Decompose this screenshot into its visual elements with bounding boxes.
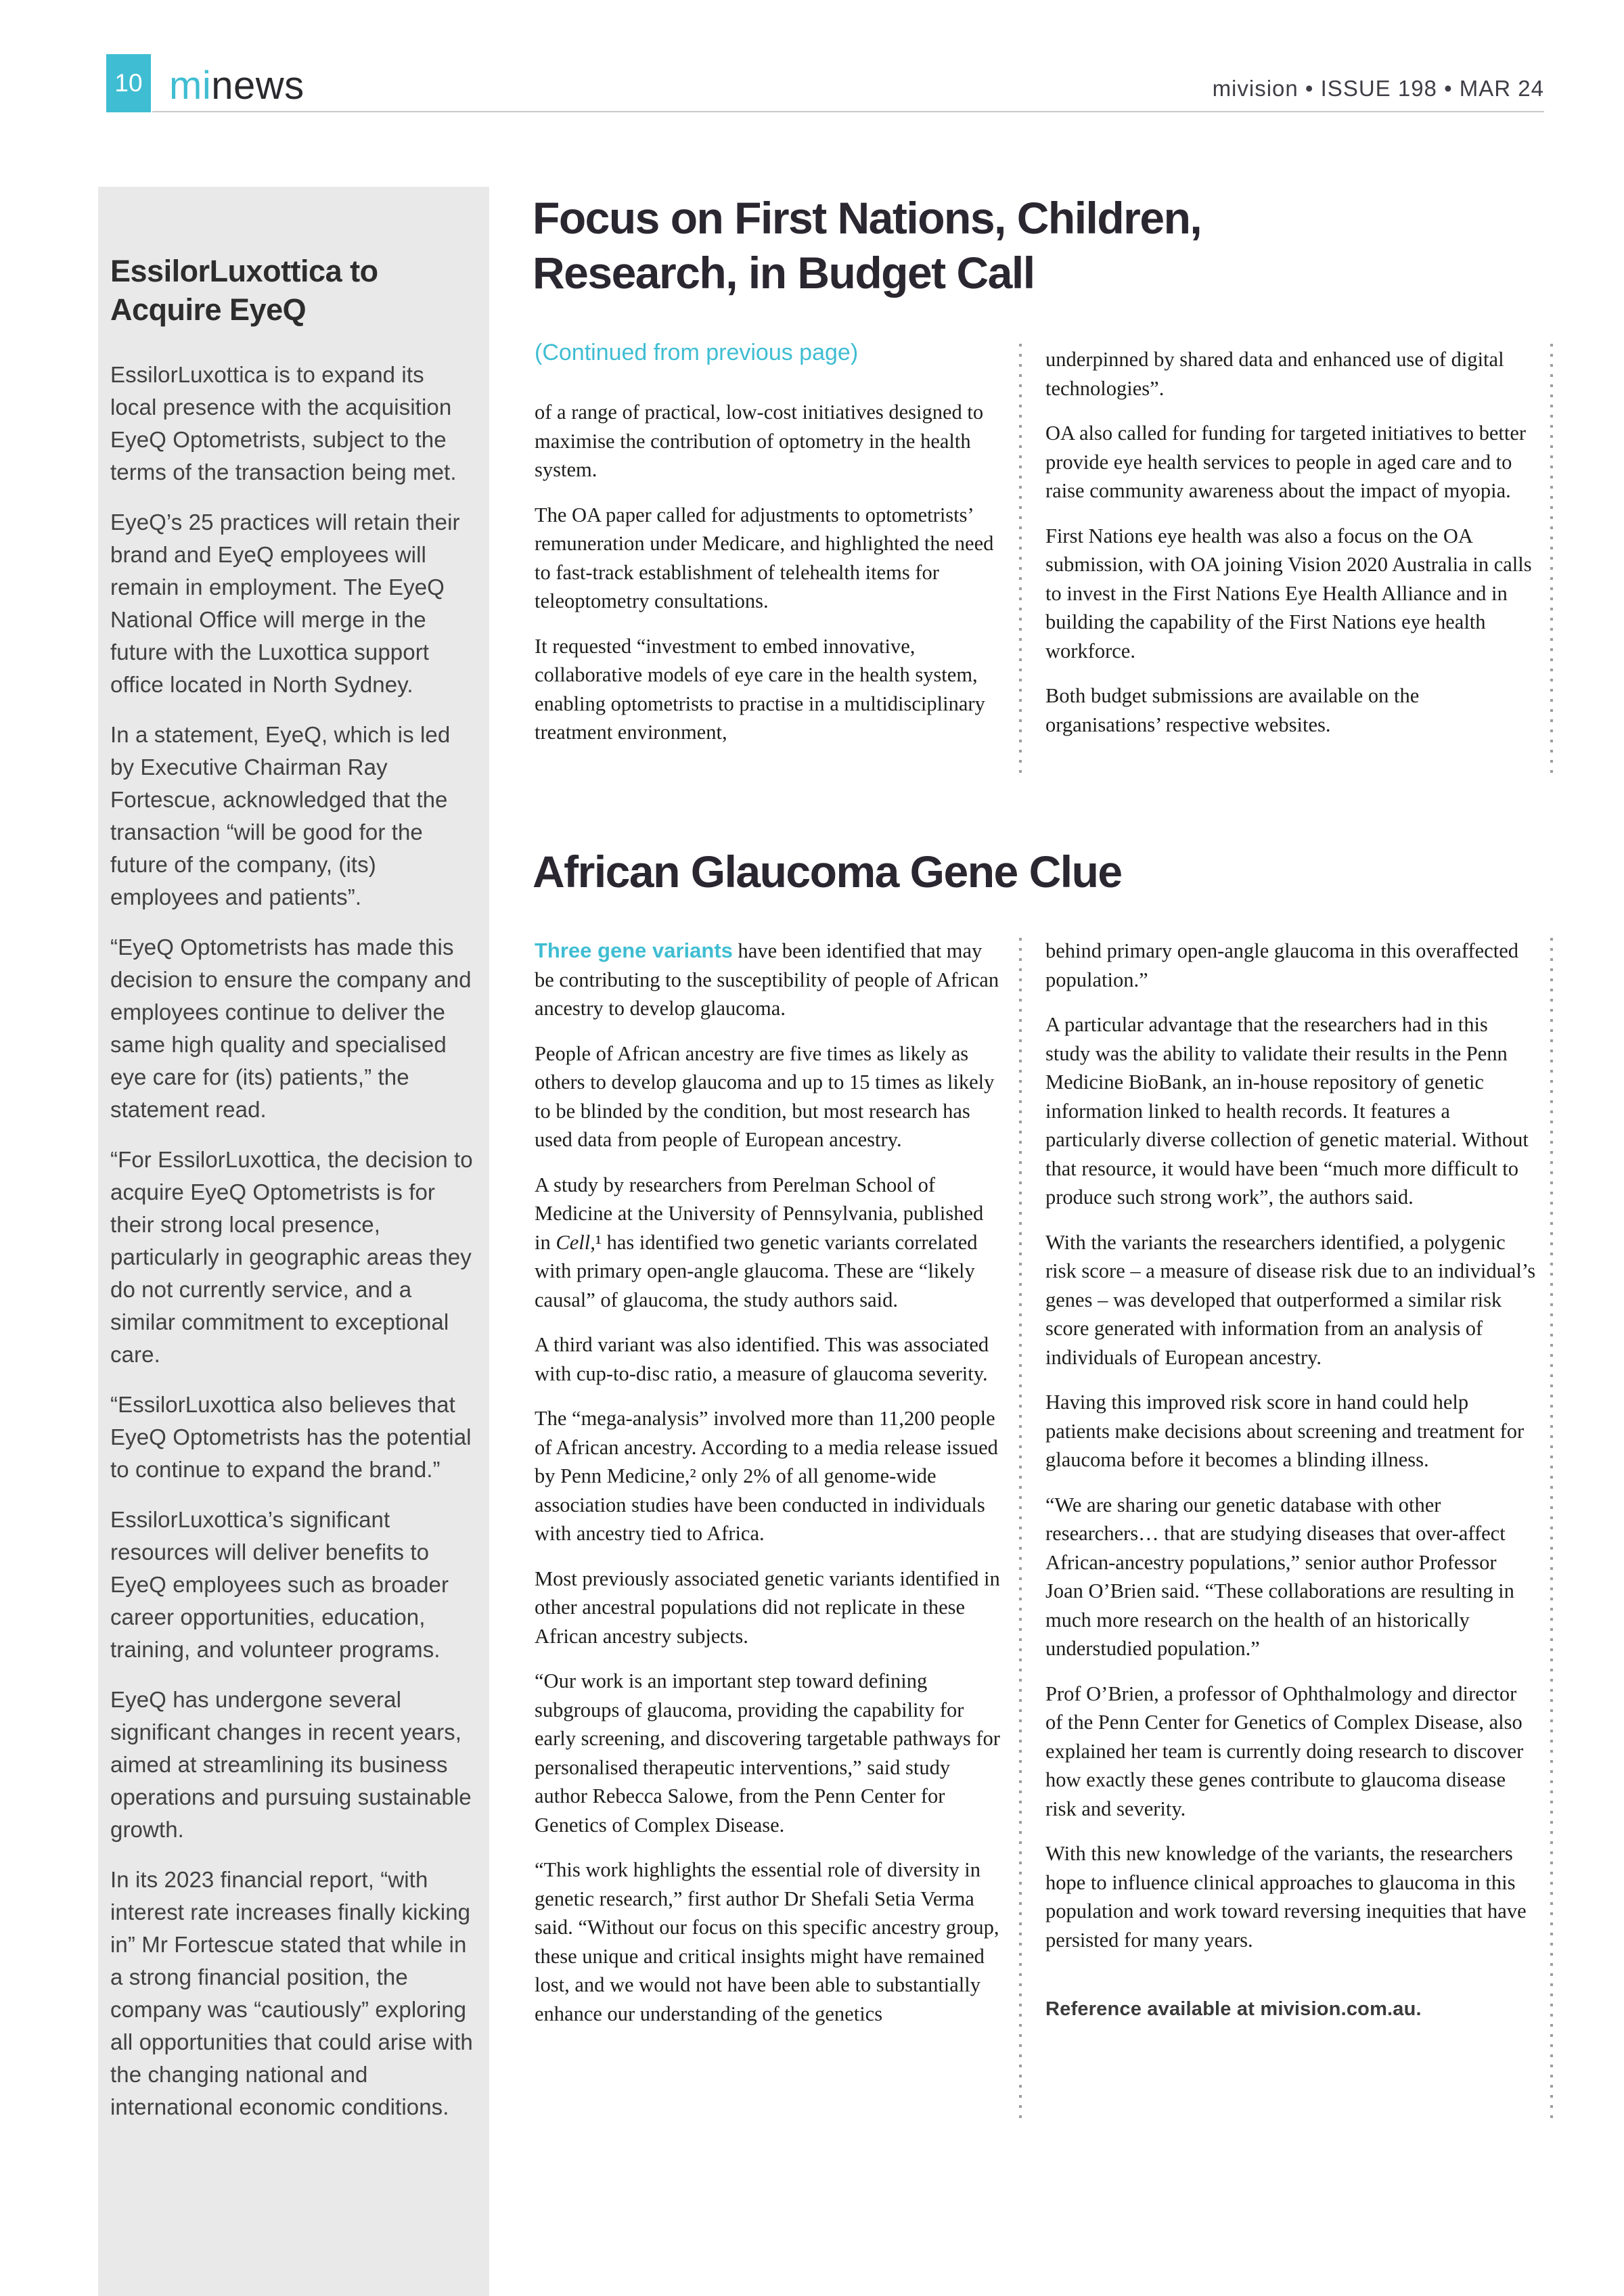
paragraph: Both budget submissions are available on the organisations’ respective websites. bbox=[1045, 684, 1420, 736]
paragraph: “Our work is an important step toward defining subgroups of glaucoma, providing the capability for early screening, and discovering targetable pathways for personalised therapeutic interventions,” said study author Rebecca Salowe, from the Penn Center for Genetics of Complex Disease. bbox=[535, 1669, 1000, 1837]
paragraph: With the variants the researchers identified, a polygenic risk score – a measure of disease risk due to an individual’s genes – was developed that outperformed a similar risk score generated with information from an analysis of individuals of European ancestry. bbox=[1045, 1230, 1536, 1369]
paragraph: Prof O’Brien, a professor of Ophthalmology and director of the Penn Center for Genetics of Complex Disease, also explained her team is currently doing research to discover how exactly these genes contribute to glaucoma disease risk and severity. bbox=[1045, 1682, 1524, 1820]
paragraph: “We are sharing our genetic database with other researchers… that are studying diseases that over-affect African-ancestry populations,” senior author Professor Joan O’Brien said. “These collaborations are resulting in much more research on the health of an historically understudied population.” bbox=[1045, 1493, 1514, 1660]
paragraph: “EyeQ Optometrists has made this decision to ensure the company and employees continue to deliver the same high quality and specialised eye care for (its) patients,” the statement read. bbox=[110, 935, 472, 1122]
paragraph: EyeQ has undergone several significant changes in recent years, aimed at streamlining its business operations and pursuing sustainable growth. bbox=[110, 1687, 472, 1842]
paragraph: “EssilorLuxottica also believes that EyeQ Optometrists has the potential to continue to expand the brand.” bbox=[110, 1392, 472, 1482]
logo-mi: mi bbox=[169, 64, 212, 108]
budget-article-column-divider bbox=[1019, 344, 1022, 778]
paragraph bbox=[535, 1171, 1001, 1315]
paragraph: underpinned by shared data and enhanced use of digital technologies”. bbox=[1045, 348, 1504, 400]
paragraph: EssilorLuxottica’s significant resources will deliver benefits to EyeQ employees such as broader career opportunities, education, training, and volunteer programs. bbox=[110, 1507, 449, 1662]
run: have been identified that may be contributing to the susceptibility of people of African ancestry to develop glaucoma. bbox=[535, 939, 999, 1020]
issue-info: mivision • ISSUE 198 • MAR 24 bbox=[1212, 76, 1544, 101]
paragraph: In a statement, EyeQ, which is led by Executive Chairman Ray Fortescue, acknowledged that the transaction “will be good for the future of the company, (its) employees and patients”. bbox=[110, 722, 451, 909]
paragraph: It requested “investment to embed innovative, collaborative models of eye care in the health system, enabling optometrists to practise in a multidisciplinary treatment environment, bbox=[535, 634, 985, 744]
paragraph bbox=[535, 937, 1001, 1023]
glaucoma-column-2-paragraphs bbox=[1045, 937, 1536, 1954]
logo-news: news bbox=[211, 64, 304, 108]
paragraph: “This work highlights the essential role of diversity in genetic research,” first author Dr Shefali Setia Verma said. “Without our focus on this specific ancestry group, these unique and critical insights might have remained lost, and we would not have been able to substantially enhance our understanding of the genetics bbox=[535, 1858, 999, 2025]
glaucoma-article-right-rule bbox=[1550, 938, 1553, 2121]
sidebar-article-title: EssilorLuxottica to Acquire EyeQ bbox=[110, 254, 378, 327]
paragraph: The “mega-analysis” involved more than 11,200 people of African ancestry. According to a media release issued by Penn Medicine,² only 2% of all genome-wide association studies have been conducted in individuals with ancestry tied to Africa. bbox=[535, 1407, 998, 1545]
paragraph: With this new knowledge of the variants, the researchers hope to influence clinical approaches to glaucoma in this population and work toward reversing inequities that have persisted for many years. bbox=[1045, 1842, 1527, 1952]
glaucoma-article-column-2 bbox=[1045, 937, 1536, 2024]
reference-note: Reference available at mivision.com.au. bbox=[1045, 1998, 1422, 2020]
paragraph: Most previously associated genetic variants identified in other ancestral populations did not replicate in these African ancestry subjects. bbox=[535, 1567, 1000, 1648]
paragraph: A particular advantage that the researchers had in this study was the ability to validate their results in the Penn Medicine BioBank, an in-house repository of genetic information linked to health records. It features a particularly diverse collection of genetic material. Without that resource, it would have been “much more difficult to produce such strong work”, the authors said. bbox=[1045, 1013, 1529, 1209]
paragraph: First Nations eye health was also a focus on the OA submission, with OA joining Vision 2020 Australia in calls to invest in the First Nations Eye Health Alliance and in building the capability of the First Nations eye health workforce. bbox=[1045, 524, 1532, 662]
glaucoma-article-title: African Glaucoma Gene Clue bbox=[533, 847, 1122, 897]
glaucoma-article-column-1 bbox=[535, 937, 1001, 2044]
budget-article-column-2 bbox=[1045, 345, 1536, 755]
run: ,¹ has identified two genetic variants correlated with primary open-angle glaucoma. These are “likely causal” of glaucoma, the study authors said. bbox=[535, 1230, 978, 1311]
paragraph: of a range of practical, low-cost initiatives designed to maximise the contribution of optometry in the health system. bbox=[535, 401, 984, 481]
paragraph: EssilorLuxottica is to expand its local presence with the acquisition EyeQ Optometrists, subject to the terms of the transaction being met. bbox=[110, 362, 457, 485]
page-number-badge: 10 bbox=[106, 54, 151, 112]
paragraph: OA also called for funding for targeted initiatives to better provide eye health services to people in aged care and to raise community awareness about the impact of myopia. bbox=[1045, 422, 1527, 502]
paragraph: behind primary open-angle glaucoma in this overaffected population.” bbox=[1045, 939, 1518, 991]
continued-from-previous-page-note: (Continued from previous page) bbox=[535, 340, 859, 365]
run-italic: Cell bbox=[556, 1230, 591, 1254]
glaucoma-article-column-divider bbox=[1019, 938, 1022, 2121]
section-logo bbox=[169, 62, 304, 110]
paragraph: The OA paper called for adjustments to optometrists’ remuneration under Medicare, and highlighted the need to fast-track establishment of telehealth items for teleoptometry consultations. bbox=[535, 503, 994, 612]
sidebar-article-body bbox=[110, 359, 474, 2123]
paragraph: A third variant was also identified. This was associated with cup-to-disc ratio, a measure of glaucoma severity. bbox=[535, 1333, 989, 1385]
budget-article-title: Focus on First Nations, Children, Research, in Budget Call bbox=[533, 193, 1202, 298]
run-lead: Three gene variants bbox=[535, 939, 733, 962]
paragraph: Having this improved risk score in hand could help patients make decisions about screening and treatment for glaucoma before it becomes a blinding illness. bbox=[1045, 1391, 1525, 1471]
budget-article-column-1 bbox=[535, 398, 1001, 763]
paragraph: In its 2023 financial report, “with interest rate increases finally kicking in” Mr Fortescue stated that while in a strong financial position, the company was “cautiously” exploring all opportunities that could arise with the changing national and international economic conditions. bbox=[110, 1867, 473, 2119]
header-divider bbox=[152, 111, 1544, 112]
paragraph: EyeQ’s 25 practices will retain their brand and EyeQ employees will remain in employment. The EyeQ National Office will merge in the future with the Luxottica support office located in North Sydney. bbox=[110, 510, 460, 697]
run: A study by researchers from Perelman School of Medicine at the University of Pennsylvania, published in bbox=[535, 1173, 984, 1254]
paragraph: People of African ancestry are five times as likely as others to develop glaucoma and up to 15 times as likely to be blinded by the condition, but most research has used data from people of European ancestry. bbox=[535, 1041, 995, 1151]
sidebar-article bbox=[98, 187, 489, 2296]
budget-article-right-rule bbox=[1550, 344, 1553, 778]
paragraph: “For EssilorLuxottica, the decision to acquire EyeQ Optometrists is for their strong local presence, particularly in geographic areas they do not currently service, and a similar commitment to exceptional care. bbox=[110, 1147, 473, 1367]
